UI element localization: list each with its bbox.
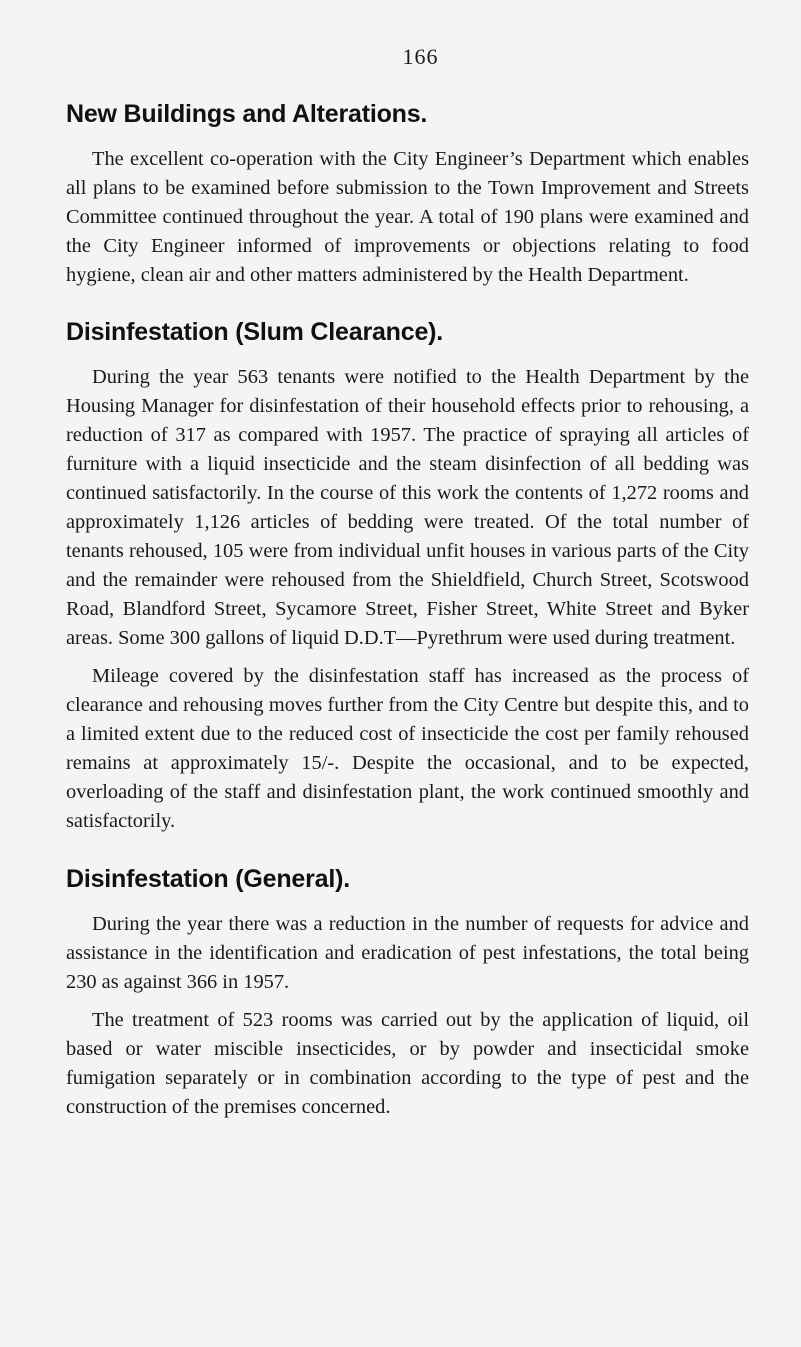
section-slum-clearance <box>66 318 749 836</box>
paragraph: Mileage covered by the disinfestation staff has increased as the process of clearance and rehousing moves further from the City Centre but despite this, and to a limited extent due to the reduced cost of insecticide the cost per family rehoused remains at approximately 15/-. Despite the occasional, and to be expected, overloading of the staff and disinfestation plant, the work continued smoothly and satisfactorily. <box>66 665 749 832</box>
paragraph: During the year 563 tenants were notified to the Health Department by the Housing Manager for disinfestation of their household effects prior to rehousing, a reduction of 317 as compared with 1957. The practice of spraying all articles of furniture with a liquid insecticide and the steam disinfection of all bedding was continued satisfactorily. In the course of this work the contents of 1,272 rooms and approximately 1,126 articles of bedding were treated. Of the total number of tenants rehoused, 105 were from individual unfit houses in various parts of the City and the remainder were rehoused from the Shieldfield, Church Street, Scotswood Road, Blandford Street, Sycamore Street, Fisher Street, White Street and Byker areas. Some 300 gallons of liquid D.D.T—Pyrethrum were used during treatment. <box>66 366 749 649</box>
section-general <box>66 865 749 1122</box>
section-heading: Disinfestation (Slum Clearance). <box>66 318 444 346</box>
page-number: 166 <box>402 44 439 69</box>
paragraph: The excellent co-operation with the City Engineer’s Department which enables all plans to be examined before submission to the Town Improvement and Streets Committee continued throughout the year. A total of 190 plans were examined and the City Engineer informed of improvements or objections relating to food hygiene, clean air and other matters administered by the Health Department. <box>66 148 749 286</box>
paragraph: The treatment of 523 rooms was carried out by the application of liquid, oil based or water miscible insecticides, or by powder and insecticidal smoke fumigation separately or in combination according to the type of pest and the construction of the premises concerned. <box>66 1009 749 1118</box>
paragraph: During the year there was a reduction in the number of requests for advice and assistance in the identification and eradication of pest infestations, the total being 230 as against 366 in 1957. <box>66 913 749 993</box>
section-heading: New Buildings and Alterations. <box>66 100 428 128</box>
section-new-buildings <box>66 100 749 290</box>
section-heading: Disinfestation (General). <box>66 865 350 893</box>
